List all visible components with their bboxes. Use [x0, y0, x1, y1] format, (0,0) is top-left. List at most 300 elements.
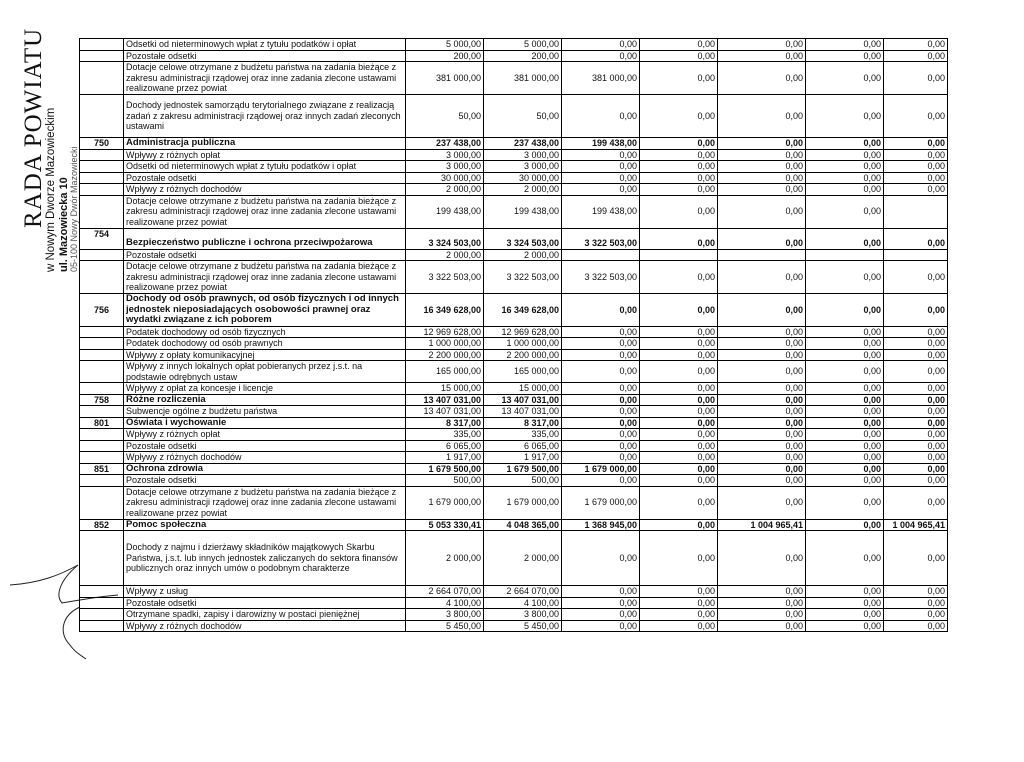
col-6-cell: 0,00	[806, 440, 884, 452]
chapter-code-cell	[80, 609, 124, 621]
income-description-cell: Dotacje celowe otrzymane z budżetu państwa na zadania bieżące z zakresu administracji rządowej oraz inne zadania zlecone ustawami realizowane przez powiat	[124, 261, 406, 294]
col-6-cell: 0,00	[806, 184, 884, 196]
table-row	[80, 486, 948, 519]
col-7-cell: 0,00	[884, 452, 948, 464]
plan-total-cell: 237 438,00	[406, 138, 484, 150]
targeted-grants-cell: 0,00	[562, 531, 640, 586]
plan-total-cell: 381 000,00	[406, 62, 484, 95]
current-income-cell: 1 679 500,00	[484, 463, 562, 475]
chapter-code-cell	[80, 338, 124, 350]
targeted-grants-cell: 0,00	[562, 95, 640, 138]
col-5-cell: 0,00	[718, 452, 806, 464]
chapter-code-cell: 754	[80, 228, 124, 249]
col-5-cell: 0,00	[718, 486, 806, 519]
current-income-cell: 13 407 031,00	[484, 394, 562, 406]
col-5-cell: 0,00	[718, 429, 806, 441]
current-income-cell: 3 324 503,00	[484, 228, 562, 249]
col-6-cell: 0,00	[806, 394, 884, 406]
col-6-cell: 0,00	[806, 294, 884, 327]
income-description-cell: Wpływy z usług	[124, 586, 406, 598]
col-5-cell: 1 004 965,41	[718, 519, 806, 531]
income-description-cell: Dochody z najmu i dzierżawy składników majątkowych Skarbu Państwa, j.s.t. lub innych jednostek zaliczanych do sektora finansów publicznych oraz innych umów o podobnym charakterze	[124, 531, 406, 586]
col-6-cell: 0,00	[806, 531, 884, 586]
col-5-cell: 0,00	[718, 586, 806, 598]
col-5-cell: 0,00	[718, 195, 806, 228]
col-7-cell: 0,00	[884, 349, 948, 361]
plan-total-cell: 2 000,00	[406, 531, 484, 586]
chapter-code-cell	[80, 62, 124, 95]
table-row	[80, 463, 948, 475]
col-6-cell: 0,00	[806, 486, 884, 519]
table-row	[80, 62, 948, 95]
col-4-cell: 0,00	[640, 383, 718, 395]
table-row	[80, 261, 948, 294]
plan-total-cell: 5 053 330,41	[406, 519, 484, 531]
targeted-grants-cell: 0,00	[562, 452, 640, 464]
stamp-postcode: 05-100 Nowy Dwór Mazowiecki	[69, 146, 79, 272]
chapter-code-cell: 851	[80, 463, 124, 475]
targeted-grants-cell: 0,00	[562, 394, 640, 406]
col-7-cell: 0,00	[884, 184, 948, 196]
current-income-cell: 237 438,00	[484, 138, 562, 150]
col-6-cell: 0,00	[806, 50, 884, 62]
col-7-cell: 0,00	[884, 149, 948, 161]
current-income-cell: 2 000,00	[484, 184, 562, 196]
table-row	[80, 620, 948, 632]
col-4-cell: 0,00	[640, 149, 718, 161]
targeted-grants-cell: 0,00	[562, 597, 640, 609]
stamp-street: ul. Mazowiecka 10	[58, 177, 70, 272]
col-6-cell: 0,00	[806, 406, 884, 418]
income-description-cell: Wpływy z innych lokalnych opłat pobieranych przez j.s.t. na podstawie odrębnych ustaw	[124, 361, 406, 383]
chapter-code-cell: 750	[80, 138, 124, 150]
current-income-cell: 199 438,00	[484, 195, 562, 228]
col-4-cell: 0,00	[640, 161, 718, 173]
table-row	[80, 39, 948, 51]
col-7-cell: 0,00	[884, 39, 948, 51]
col-5-cell: 0,00	[718, 39, 806, 51]
current-income-cell: 4 100,00	[484, 597, 562, 609]
col-7-cell: 0,00	[884, 486, 948, 519]
income-description-cell: Odsetki od nieterminowych wpłat z tytułu podatków i opłat	[124, 161, 406, 173]
budget-income-table	[79, 38, 948, 632]
chapter-code-cell	[80, 95, 124, 138]
chapter-code-cell	[80, 586, 124, 598]
col-4-cell: 0,00	[640, 261, 718, 294]
targeted-grants-cell: 0,00	[562, 326, 640, 338]
col-5-cell: 0,00	[718, 440, 806, 452]
chapter-code-cell	[80, 440, 124, 452]
targeted-grants-cell: 0,00	[562, 149, 640, 161]
current-income-cell: 4 048 365,00	[484, 519, 562, 531]
col-7-cell: 0,00	[884, 50, 948, 62]
col-7-cell: 0,00	[884, 463, 948, 475]
table-row	[80, 95, 948, 138]
targeted-grants-cell: 199 438,00	[562, 138, 640, 150]
current-income-cell: 2 664 070,00	[484, 586, 562, 598]
targeted-grants-cell: 0,00	[562, 429, 640, 441]
col-4-cell: 0,00	[640, 519, 718, 531]
chapter-code-cell	[80, 50, 124, 62]
plan-total-cell: 4 100,00	[406, 597, 484, 609]
col-6-cell: 0,00	[806, 609, 884, 621]
targeted-grants-cell: 0,00	[562, 383, 640, 395]
current-income-cell: 3 322 503,00	[484, 261, 562, 294]
table-row	[80, 440, 948, 452]
current-income-cell: 335,00	[484, 429, 562, 441]
col-6-cell: 0,00	[806, 195, 884, 228]
col-4-cell: 0,00	[640, 440, 718, 452]
col-5-cell: 0,00	[718, 95, 806, 138]
col-5-cell: 0,00	[718, 597, 806, 609]
col-6-cell: 0,00	[806, 452, 884, 464]
income-description-cell: Dochody jednostek samorządu terytorialnego związane z realizacją zadań z zakresu administracji rządowej oraz innych zadań zleconych ustawami	[124, 95, 406, 138]
col-6-cell: 0,00	[806, 597, 884, 609]
current-income-cell: 5 000,00	[484, 39, 562, 51]
col-6-cell: 0,00	[806, 463, 884, 475]
stamp-city: w Nowym Dworze Mazowieckim	[45, 107, 57, 272]
table-row	[80, 361, 948, 383]
table-row	[80, 383, 948, 395]
col-7-cell: 0,00	[884, 531, 948, 586]
col-6-cell: 0,00	[806, 228, 884, 249]
col-4-cell: 0,00	[640, 429, 718, 441]
plan-total-cell: 5 000,00	[406, 39, 484, 51]
current-income-cell: 30 000,00	[484, 172, 562, 184]
income-description-cell: Pozostałe odsetki	[124, 172, 406, 184]
plan-total-cell: 199 438,00	[406, 195, 484, 228]
income-description-cell: Podatek dochodowy od osób prawnych	[124, 338, 406, 350]
table-row	[80, 249, 948, 261]
chapter-code-cell	[80, 361, 124, 383]
current-income-cell: 12 969 628,00	[484, 326, 562, 338]
col-4-cell	[640, 249, 718, 261]
income-description-cell: Pozostałe odsetki	[124, 249, 406, 261]
col-6-cell	[806, 249, 884, 261]
income-description-cell: Wpływy z opłat za koncesje i licencje	[124, 383, 406, 395]
col-5-cell: 0,00	[718, 463, 806, 475]
col-4-cell: 0,00	[640, 39, 718, 51]
table-row	[80, 50, 948, 62]
income-description-cell: Dochody od osób prawnych, od osób fizycznych i od innych jednostek nieposiadających osobowości prawnej oraz wydatki związane z ich poborem	[124, 294, 406, 327]
current-income-cell: 13 407 031,00	[484, 406, 562, 418]
plan-total-cell: 15 000,00	[406, 383, 484, 395]
chapter-code-cell	[80, 326, 124, 338]
income-description-cell: Pozostałe odsetki	[124, 475, 406, 487]
col-6-cell: 0,00	[806, 338, 884, 350]
plan-total-cell: 3 000,00	[406, 149, 484, 161]
targeted-grants-cell: 0,00	[562, 586, 640, 598]
col-4-cell: 0,00	[640, 586, 718, 598]
col-6-cell: 0,00	[806, 417, 884, 429]
col-5-cell: 0,00	[718, 417, 806, 429]
chapter-code-cell	[80, 149, 124, 161]
plan-total-cell: 3 000,00	[406, 161, 484, 173]
plan-total-cell: 1 000 000,00	[406, 338, 484, 350]
income-description-cell: Dotacje celowe otrzymane z budżetu państwa na zadania bieżące z zakresu administracji rządowej oraz inne zadania zlecone ustawami realizowane przez powiat	[124, 195, 406, 228]
income-description-cell: Administracja publiczna	[124, 138, 406, 150]
col-5-cell: 0,00	[718, 394, 806, 406]
col-4-cell: 0,00	[640, 452, 718, 464]
current-income-cell: 15 000,00	[484, 383, 562, 395]
col-4-cell: 0,00	[640, 417, 718, 429]
col-4-cell: 0,00	[640, 475, 718, 487]
income-description-cell: Bezpieczeństwo publiczne i ochrona przeciwpożarowa	[124, 228, 406, 249]
col-5-cell: 0,00	[718, 338, 806, 350]
table-row	[80, 394, 948, 406]
targeted-grants-cell: 0,00	[562, 361, 640, 383]
col-6-cell: 0,00	[806, 172, 884, 184]
table-row	[80, 429, 948, 441]
table-row	[80, 294, 948, 327]
col-4-cell: 0,00	[640, 326, 718, 338]
table-row	[80, 338, 948, 350]
col-7-cell: 0,00	[884, 429, 948, 441]
col-7-cell: 0,00	[884, 475, 948, 487]
col-4-cell: 0,00	[640, 394, 718, 406]
col-5-cell: 0,00	[718, 149, 806, 161]
plan-total-cell: 335,00	[406, 429, 484, 441]
col-7-cell: 0,00	[884, 172, 948, 184]
income-description-cell: Wpływy z różnych dochodów	[124, 620, 406, 632]
col-5-cell: 0,00	[718, 172, 806, 184]
chapter-code-cell: 758	[80, 394, 124, 406]
plan-total-cell: 1 679 000,00	[406, 486, 484, 519]
col-4-cell: 0,00	[640, 531, 718, 586]
col-7-cell: 0,00	[884, 361, 948, 383]
col-4-cell: 0,00	[640, 406, 718, 418]
chapter-code-cell	[80, 486, 124, 519]
plan-total-cell: 8 317,00	[406, 417, 484, 429]
col-5-cell: 0,00	[718, 406, 806, 418]
table-row	[80, 597, 948, 609]
plan-total-cell: 2 664 070,00	[406, 586, 484, 598]
col-6-cell: 0,00	[806, 519, 884, 531]
chapter-code-cell	[80, 383, 124, 395]
col-7-cell: 0,00	[884, 62, 948, 95]
col-7-cell: 0,00	[884, 417, 948, 429]
table-row	[80, 228, 948, 249]
targeted-grants-cell: 0,00	[562, 338, 640, 350]
col-6-cell: 0,00	[806, 586, 884, 598]
col-4-cell: 0,00	[640, 349, 718, 361]
targeted-grants-cell: 3 322 503,00	[562, 228, 640, 249]
col-7-cell: 0,00	[884, 95, 948, 138]
col-5-cell: 0,00	[718, 620, 806, 632]
col-5-cell	[718, 249, 806, 261]
col-7-cell: 0,00	[884, 383, 948, 395]
col-6-cell: 0,00	[806, 429, 884, 441]
col-5-cell: 0,00	[718, 138, 806, 150]
chapter-code-cell	[80, 39, 124, 51]
col-5-cell: 0,00	[718, 50, 806, 62]
col-4-cell: 0,00	[640, 597, 718, 609]
table-row	[80, 195, 948, 228]
income-description-cell: Oświata i wychowanie	[124, 417, 406, 429]
income-description-cell: Dotacje celowe otrzymane z budżetu państwa na zadania bieżące z zakresu administracji rządowej oraz inne zadania zlecone ustawami realizowane przez powiat	[124, 486, 406, 519]
income-description-cell: Pozostałe odsetki	[124, 440, 406, 452]
current-income-cell: 381 000,00	[484, 62, 562, 95]
table-row	[80, 349, 948, 361]
targeted-grants-cell: 381 000,00	[562, 62, 640, 95]
targeted-grants-cell: 0,00	[562, 50, 640, 62]
col-4-cell: 0,00	[640, 184, 718, 196]
plan-total-cell: 1 917,00	[406, 452, 484, 464]
col-6-cell: 0,00	[806, 149, 884, 161]
col-5-cell: 0,00	[718, 361, 806, 383]
plan-total-cell: 3 322 503,00	[406, 261, 484, 294]
current-income-cell: 16 349 628,00	[484, 294, 562, 327]
targeted-grants-cell: 1 679 000,00	[562, 463, 640, 475]
col-5-cell: 0,00	[718, 383, 806, 395]
chapter-code-cell	[80, 429, 124, 441]
col-4-cell: 0,00	[640, 361, 718, 383]
income-description-cell: Otrzymane spadki, zapisy i darowizny w postaci pieniężnej	[124, 609, 406, 621]
targeted-grants-cell: 0,00	[562, 172, 640, 184]
col-7-cell: 0,00	[884, 620, 948, 632]
chapter-code-cell	[80, 531, 124, 586]
col-7-cell: 0,00	[884, 138, 948, 150]
col-7-cell	[884, 195, 948, 228]
targeted-grants-cell	[562, 249, 640, 261]
table-row	[80, 138, 948, 150]
plan-total-cell: 165 000,00	[406, 361, 484, 383]
table-row	[80, 417, 948, 429]
current-income-cell: 1 917,00	[484, 452, 562, 464]
table-row	[80, 326, 948, 338]
plan-total-cell: 3 324 503,00	[406, 228, 484, 249]
targeted-grants-cell: 1 679 000,00	[562, 486, 640, 519]
col-4-cell: 0,00	[640, 138, 718, 150]
chapter-code-cell	[80, 195, 124, 228]
col-4-cell: 0,00	[640, 463, 718, 475]
table-row	[80, 406, 948, 418]
plan-total-cell: 16 349 628,00	[406, 294, 484, 327]
table-row	[80, 452, 948, 464]
chapter-code-cell	[80, 475, 124, 487]
chapter-code-cell: 852	[80, 519, 124, 531]
current-income-cell: 500,00	[484, 475, 562, 487]
targeted-grants-cell: 0,00	[562, 620, 640, 632]
income-description-cell: Ochrona zdrowia	[124, 463, 406, 475]
chapter-code-cell	[80, 172, 124, 184]
col-6-cell: 0,00	[806, 161, 884, 173]
income-description-cell: Różne rozliczenia	[124, 394, 406, 406]
plan-total-cell: 2 200 000,00	[406, 349, 484, 361]
col-4-cell: 0,00	[640, 620, 718, 632]
plan-total-cell: 13 407 031,00	[406, 394, 484, 406]
current-income-cell: 165 000,00	[484, 361, 562, 383]
income-description-cell: Wpływy z różnych opłat	[124, 149, 406, 161]
col-6-cell: 0,00	[806, 383, 884, 395]
income-description-cell: Pozostałe odsetki	[124, 597, 406, 609]
table-row	[80, 149, 948, 161]
col-7-cell: 0,00	[884, 294, 948, 327]
current-income-cell: 3 000,00	[484, 149, 562, 161]
income-description-cell: Pomoc społeczna	[124, 519, 406, 531]
col-5-cell: 0,00	[718, 609, 806, 621]
current-income-cell: 3 800,00	[484, 609, 562, 621]
col-6-cell: 0,00	[806, 326, 884, 338]
current-income-cell: 50,00	[484, 95, 562, 138]
col-4-cell: 0,00	[640, 95, 718, 138]
col-5-cell: 0,00	[718, 261, 806, 294]
income-description-cell: Wpływy z opłaty komunikacyjnej	[124, 349, 406, 361]
targeted-grants-cell: 0,00	[562, 161, 640, 173]
chapter-code-cell	[80, 349, 124, 361]
col-5-cell: 0,00	[718, 531, 806, 586]
current-income-cell: 1 679 000,00	[484, 486, 562, 519]
plan-total-cell: 30 000,00	[406, 172, 484, 184]
col-6-cell: 0,00	[806, 620, 884, 632]
col-7-cell	[884, 249, 948, 261]
chapter-code-cell	[80, 452, 124, 464]
col-7-cell: 0,00	[884, 609, 948, 621]
plan-total-cell: 2 000,00	[406, 184, 484, 196]
col-4-cell: 0,00	[640, 338, 718, 350]
income-description-cell: Wpływy z różnych dochodów	[124, 452, 406, 464]
chapter-code-cell	[80, 249, 124, 261]
current-income-cell: 2 000,00	[484, 249, 562, 261]
col-4-cell: 0,00	[640, 50, 718, 62]
table-row	[80, 531, 948, 586]
income-description-cell: Odsetki od nieterminowych wpłat z tytułu podatków i opłat	[124, 39, 406, 51]
targeted-grants-cell: 0,00	[562, 440, 640, 452]
col-7-cell: 1 004 965,41	[884, 519, 948, 531]
chapter-code-cell	[80, 406, 124, 418]
col-7-cell: 0,00	[884, 261, 948, 294]
col-6-cell: 0,00	[806, 39, 884, 51]
current-income-cell: 2 200 000,00	[484, 349, 562, 361]
income-description-cell: Pozostałe odsetki	[124, 50, 406, 62]
plan-total-cell: 500,00	[406, 475, 484, 487]
income-description-cell: Podatek dochodowy od osób fizycznych	[124, 326, 406, 338]
col-4-cell: 0,00	[640, 195, 718, 228]
income-description-cell: Dotacje celowe otrzymane z budżetu państwa na zadania bieżące z zakresu administracji rządowej oraz inne zadania zlecone ustawami realizowane przez powiat	[124, 62, 406, 95]
current-income-cell: 200,00	[484, 50, 562, 62]
targeted-grants-cell: 3 322 503,00	[562, 261, 640, 294]
col-7-cell: 0,00	[884, 394, 948, 406]
current-income-cell: 8 317,00	[484, 417, 562, 429]
targeted-grants-cell: 0,00	[562, 417, 640, 429]
table-row	[80, 609, 948, 621]
col-7-cell: 0,00	[884, 586, 948, 598]
col-7-cell: 0,00	[884, 406, 948, 418]
table-row	[80, 519, 948, 531]
chapter-code-cell	[80, 261, 124, 294]
income-description-cell: Subwencje ogólne z budżetu państwa	[124, 406, 406, 418]
chapter-code-cell	[80, 161, 124, 173]
col-6-cell: 0,00	[806, 349, 884, 361]
plan-total-cell: 5 450,00	[406, 620, 484, 632]
targeted-grants-cell: 0,00	[562, 184, 640, 196]
current-income-cell: 1 000 000,00	[484, 338, 562, 350]
plan-total-cell: 6 065,00	[406, 440, 484, 452]
plan-total-cell: 13 407 031,00	[406, 406, 484, 418]
col-4-cell: 0,00	[640, 62, 718, 95]
col-6-cell: 0,00	[806, 261, 884, 294]
targeted-grants-cell: 0,00	[562, 475, 640, 487]
current-income-cell: 6 065,00	[484, 440, 562, 452]
col-4-cell: 0,00	[640, 172, 718, 184]
col-7-cell: 0,00	[884, 597, 948, 609]
col-5-cell: 0,00	[718, 228, 806, 249]
income-description-cell: Wpływy z różnych dochodów	[124, 184, 406, 196]
col-6-cell: 0,00	[806, 138, 884, 150]
col-7-cell: 0,00	[884, 338, 948, 350]
col-6-cell: 0,00	[806, 475, 884, 487]
plan-total-cell: 50,00	[406, 95, 484, 138]
